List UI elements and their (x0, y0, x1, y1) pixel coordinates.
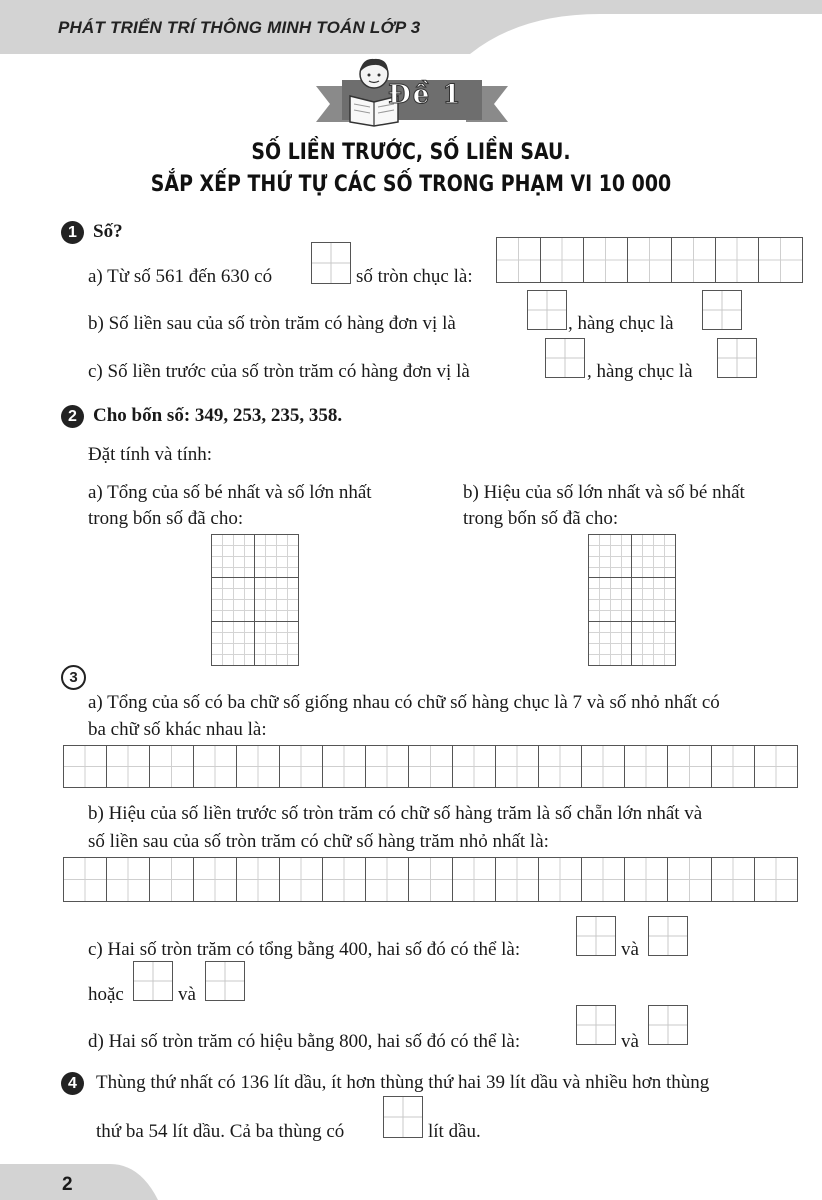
q3a-line-2: ba chữ số khác nhau là: (88, 719, 267, 740)
q3d-and: và (621, 1031, 639, 1052)
q3c-fourth-number-box[interactable] (205, 961, 245, 1001)
q3c-first-number-box[interactable] (576, 916, 616, 956)
q1b-text-middle: , hàng chục là (568, 313, 674, 334)
q2a-line-1: a) Tổng của số bé nhất và số lớn nhất (88, 482, 372, 503)
page-title-line-2: SẮP XẾP THỨ TỰ CÁC SỐ TRONG PHẠM VI 10 000 (150, 172, 672, 197)
q3c-and: và (621, 939, 639, 960)
q1b-tens-answer-box[interactable] (702, 290, 742, 330)
q4-line-2-start: thứ ba 54 lít dầu. Cả ba thùng có (96, 1121, 345, 1142)
page-title-line-1: SỐ LIỀN TRƯỚC, SỐ LIỀN SAU. (251, 140, 571, 165)
question-4-number-badge: 4 (61, 1072, 84, 1095)
q3d-text-start: d) Hai số tròn trăm có hiệu bằng 800, hai số đó có thể là: (88, 1031, 521, 1052)
q2b-calculation-grid[interactable] (588, 534, 676, 666)
q1c-text-start: c) Số liền trước của số tròn trăm có hàng đơn vị là (88, 361, 470, 382)
series-title: PHÁT TRIỂN TRÍ THÔNG MINH TOÁN LỚP 3 (58, 18, 421, 37)
q3c-second-number-box[interactable] (648, 916, 688, 956)
q2a-calculation-grid[interactable] (211, 534, 299, 666)
q1a-text-start: a) Từ số 561 đến 630 có (88, 266, 273, 287)
q1a-text-end: số tròn chục là: (356, 266, 473, 287)
q3c-text-start: c) Hai số tròn trăm có tổng bằng 400, hai số đó có thể là: (88, 939, 521, 960)
q2-instruction: Đặt tính và tính: (88, 444, 213, 465)
question-1-number-badge: 1 (61, 221, 84, 244)
q3b-line-2: số liền sau của số tròn trăm có chữ số hàng trăm nhỏ nhất là: (88, 831, 549, 852)
q4-line-2-end: lít dầu. (428, 1121, 481, 1142)
q1c-text-middle: , hàng chục là (587, 361, 693, 382)
q3c-or: hoặc (88, 984, 124, 1005)
q2b-line-2: trong bốn số đã cho: (463, 508, 619, 529)
question-2-heading: Cho bốn số: 349, 253, 235, 358. (93, 405, 343, 426)
q3c-third-number-box[interactable] (133, 961, 173, 1001)
q2a-line-2: trong bốn số đã cho: (88, 508, 244, 529)
q3c-and-2: và (178, 984, 196, 1005)
q3d-first-number-box[interactable] (576, 1005, 616, 1045)
q1c-units-answer-box[interactable] (545, 338, 585, 378)
q1a-count-answer-box[interactable] (311, 242, 351, 284)
q1b-text-start: b) Số liền sau của số tròn trăm có hàng đơn vị là (88, 313, 456, 334)
q1a-list-answer-strip[interactable] (496, 237, 803, 283)
q2b-line-1: b) Hiệu của số lớn nhất và số bé nhất (463, 482, 745, 503)
q1c-tens-answer-box[interactable] (717, 338, 757, 378)
question-2-number-badge: 2 (61, 405, 84, 428)
q4-line-1: Thùng thứ nhất có 136 lít dầu, ít hơn thùng thứ hai 39 lít dầu và nhiều hơn thùng (96, 1072, 710, 1093)
q3a-answer-strip[interactable] (63, 745, 798, 788)
q3a-line-1: a) Tổng của số có ba chữ số giống nhau có chữ số hàng chục là 7 và số nhỏ nhất có (88, 692, 720, 713)
q1b-units-answer-box[interactable] (527, 290, 567, 330)
q3b-answer-strip[interactable] (63, 857, 798, 902)
page-number: 2 (62, 1174, 73, 1195)
footer-band (0, 1158, 822, 1200)
q4-total-answer-box[interactable] (383, 1096, 423, 1138)
question-3-number-badge: 3 (61, 665, 86, 690)
q3b-line-1: b) Hiệu của số liền trước số tròn trăm có chữ số hàng trăm là số chẵn lớn nhất và (88, 803, 703, 824)
test-number-label: Đề 1 (388, 80, 463, 110)
q3d-second-number-box[interactable] (648, 1005, 688, 1045)
question-1-heading: Số? (93, 221, 123, 242)
